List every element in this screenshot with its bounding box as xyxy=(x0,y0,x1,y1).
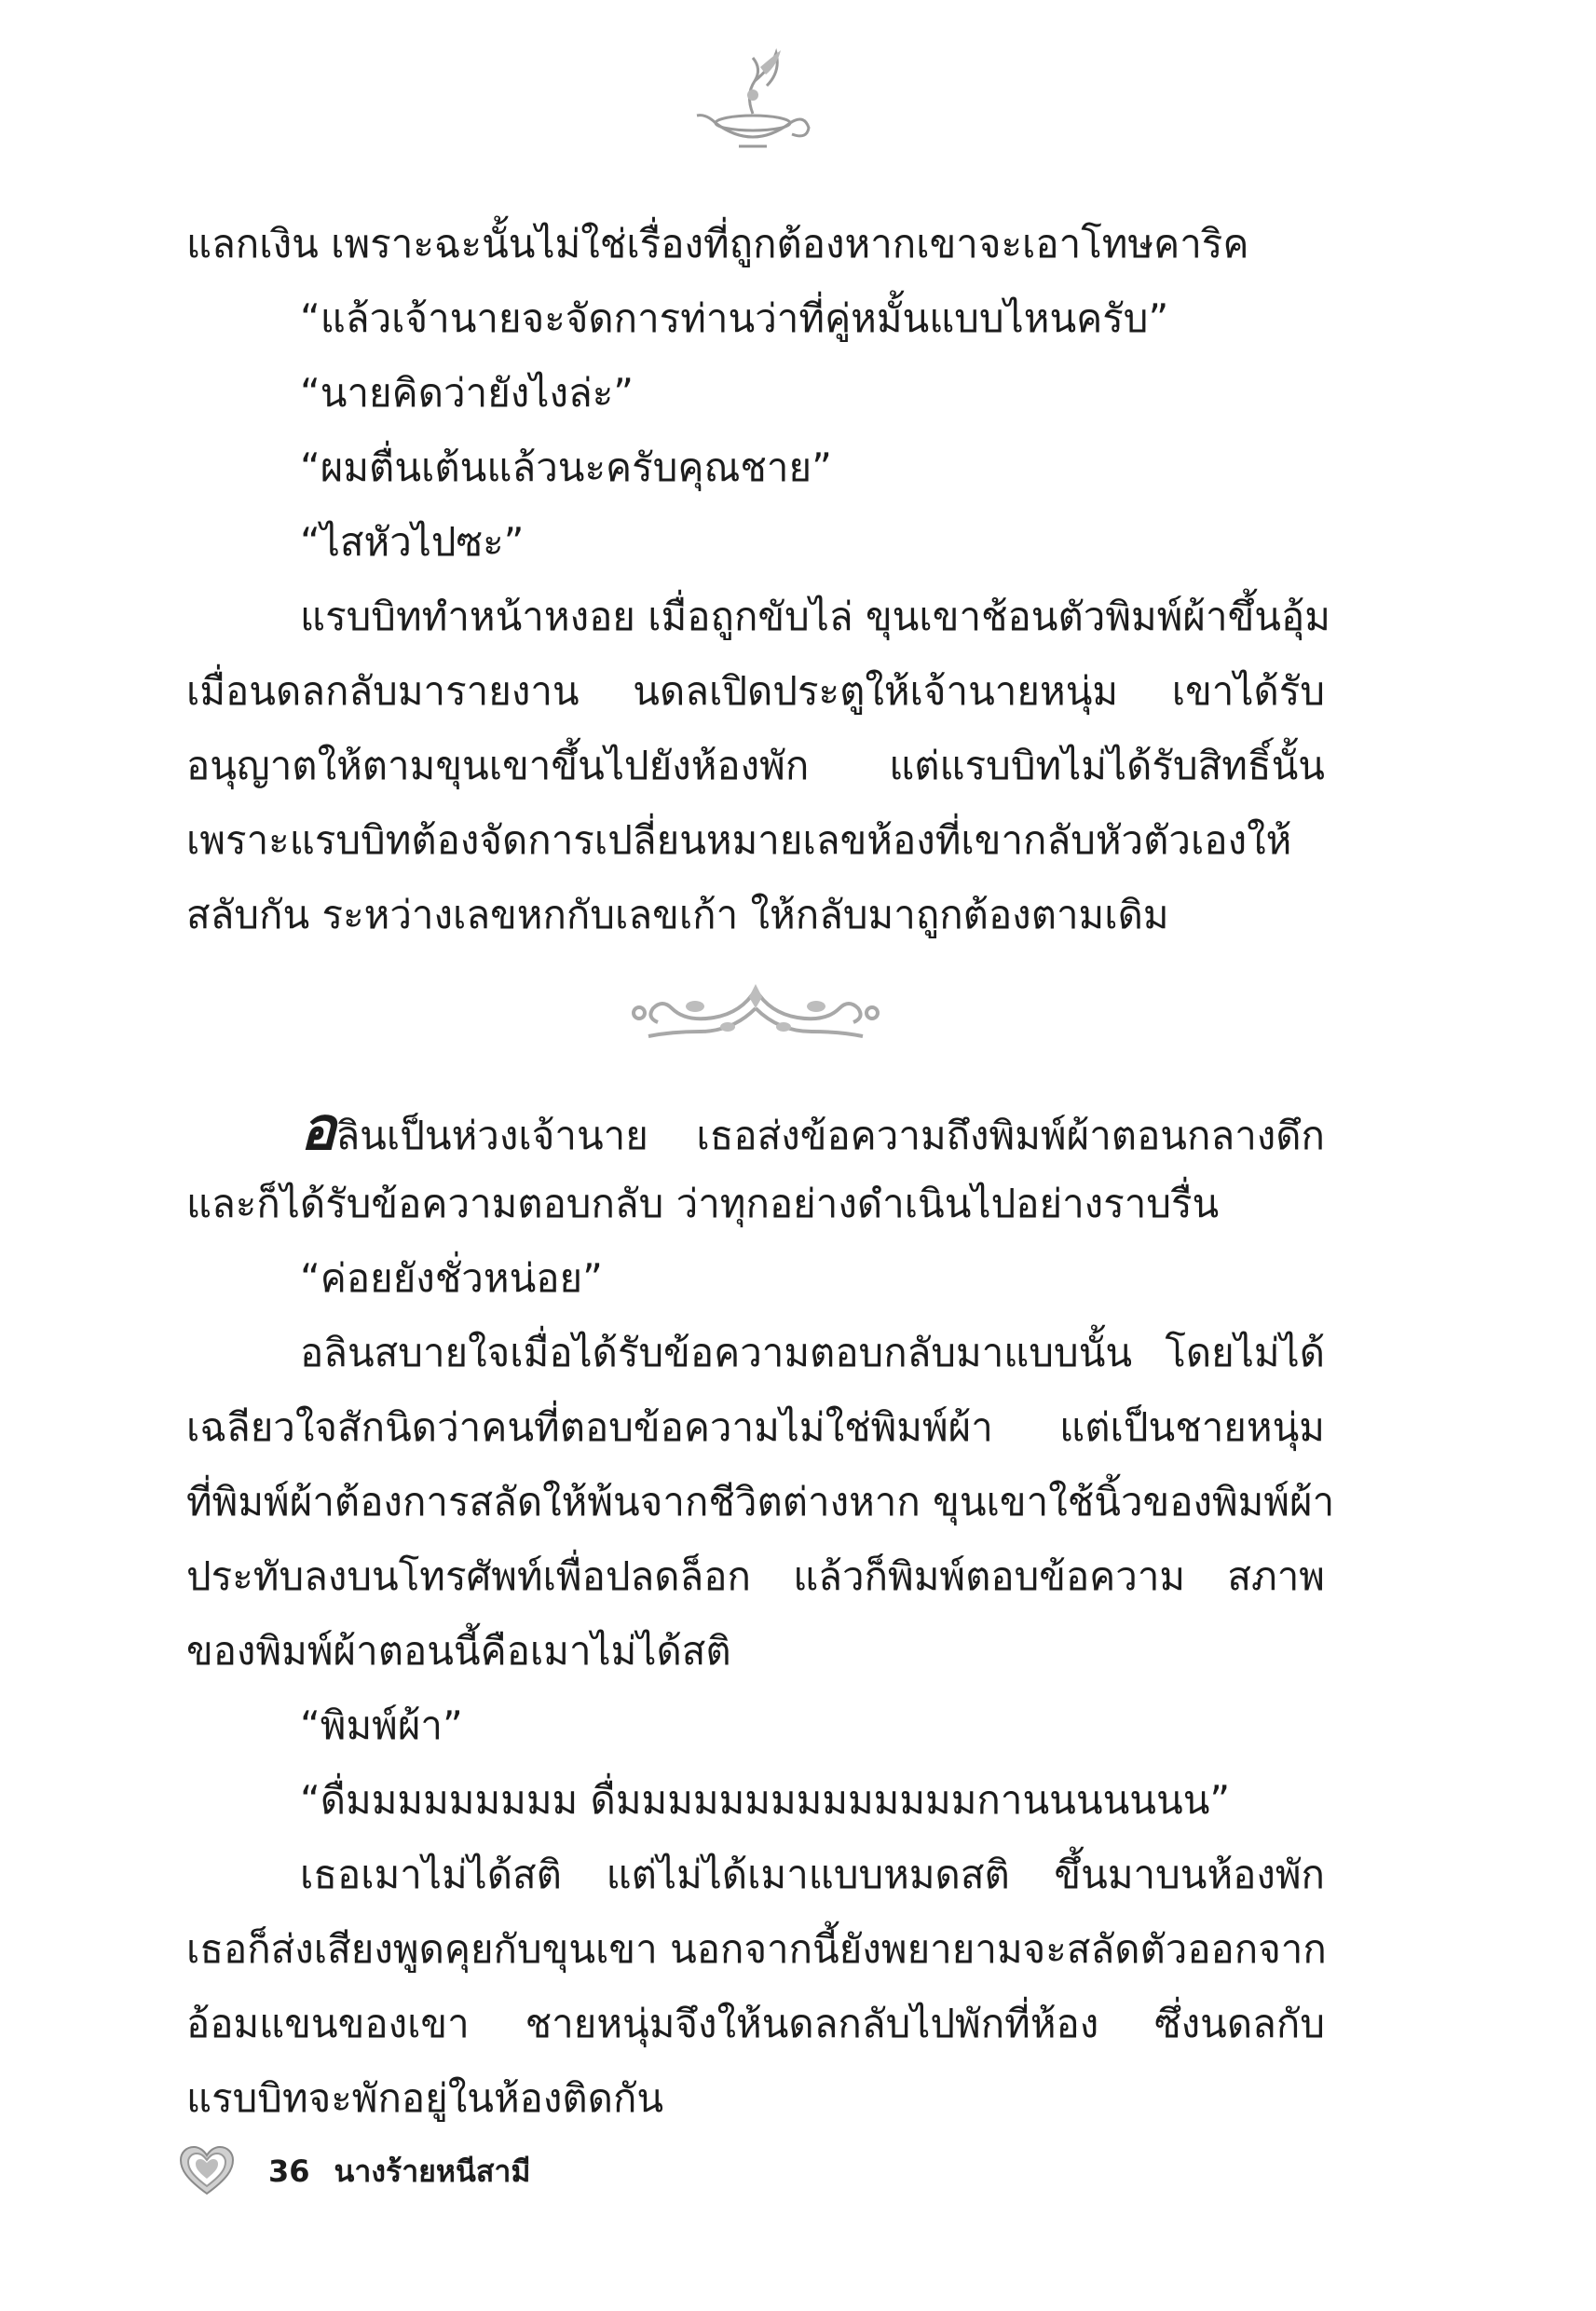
paragraph-line xyxy=(300,1095,1325,1164)
paragraph-text: ลินเป็นห่วงเจ้านาย เธอส่งข้อความถึงพิมพ์ผ้าตอนกลางดึก xyxy=(335,1113,1325,1158)
drop-cap: อ xyxy=(300,1095,336,1164)
page-number: 36 xyxy=(268,2154,310,2189)
book-title: นางร้ายหนีสามี xyxy=(334,2153,531,2189)
paragraph-line: เมื่อนดลกลับมารายงาน นดลเปิดประตูให้เจ้านายหนุ่ม เขาได้รับ xyxy=(186,668,1325,714)
paragraph-line: เธอเมาไม่ได้สติ แต่ไม่ได้เมาแบบหมดสติ ขึ้นมาบนห้องพัก xyxy=(300,1852,1325,1897)
paragraph-line: ของพิมพ์ผ้าตอนนี้คือเมาไม่ได้สติ xyxy=(186,1628,731,1674)
paragraph-line: แรบบิทจะพักอยู่ในห้องติดกัน xyxy=(186,2075,664,2121)
dialogue-line: “นายคิดว่ายังไงล่ะ” xyxy=(300,370,634,416)
paragraph-line: เพราะแรบบิทต้องจัดการเปลี่ยนหมายเลขห้องที่เขากลับหัวตัวเองให้ xyxy=(186,817,1292,863)
paragraph-line: อลินสบายใจเมื่อได้รับข้อความตอบกลับมาแบบนั้น โดยไม่ได้ xyxy=(300,1330,1325,1375)
paragraph-line: ที่พิมพ์ผ้าต้องการสลัดให้พ้นจากชีวิตต่างหาก ขุนเขาใช้นิ้วของพิมพ์ผ้า xyxy=(186,1479,1335,1525)
paragraph-line: แรบบิททำหน้าหงอย เมื่อถูกขับไล่ ขุนเขาช้อนตัวพิมพ์ผ้าขึ้นอุ้ม xyxy=(300,594,1330,639)
dialogue-line: “ผมตื่นเต้นแล้วนะครับคุณชาย” xyxy=(300,444,832,490)
paragraph-line: แลกเงิน เพราะฉะนั้นไม่ใช่เรื่องที่ถูกต้องหากเขาจะเอาโทษคาริค xyxy=(186,221,1249,267)
paragraph-line: และก็ได้รับข้อความตอบกลับ ว่าทุกอย่างดำเนินไปอย่างราบรื่น xyxy=(186,1181,1220,1226)
paragraph-line: อนุญาตให้ตามขุนเขาขึ้นไปยังห้องพัก แต่แรบบิทไม่ได้รับสิทธิ์นั้น xyxy=(186,743,1325,788)
paragraph-line: เธอก็ส่งเสียงพูดคุยกับขุนเขา นอกจากนี้ยังพยายามจะสลัดตัวออกจาก xyxy=(186,1926,1327,1972)
dialogue-line: “พิมพ์ผ้า” xyxy=(300,1702,463,1748)
dialogue-line: “ค่อยยังชั่วหน่อย” xyxy=(300,1255,603,1301)
heart-icon xyxy=(179,2145,235,2197)
genie-lamp-ornament-icon xyxy=(688,48,818,160)
paragraph-line: เฉลียวใจสักนิดว่าคนที่ตอบข้อความไม่ใช่พิมพ์ผ้า แต่เป็นชายหนุ่ม xyxy=(186,1404,1325,1450)
paragraph-line: สลับกัน ระหว่างเลขหกกับเลขเก้า ให้กลับมาถูกต้องตามเดิม xyxy=(186,892,1169,937)
floral-divider-icon xyxy=(621,980,891,1042)
paragraph-line: ประทับลงบนโทรศัพท์เพื่อปลดล็อก แล้วก็พิมพ์ตอบข้อความ สภาพ xyxy=(186,1553,1325,1599)
dialogue-line: “แล้วเจ้านายจะจัดการท่านว่าที่คู่หมั้นแบบไหนครับ” xyxy=(300,295,1169,341)
dialogue-line: “ดื่มมมมมมมมม ดื่มมมมมมมมมมมมมมกานนนนนนน” xyxy=(300,1777,1231,1823)
paragraph-line: อ้อมแขนของเขา ชายหนุ่มจึงให้นดลกลับไปพักที่ห้อง ซึ่งนดลกับ xyxy=(186,2001,1325,2046)
dialogue-line: “ไสหัวไปซะ” xyxy=(300,519,525,565)
page-footer xyxy=(179,2143,530,2199)
